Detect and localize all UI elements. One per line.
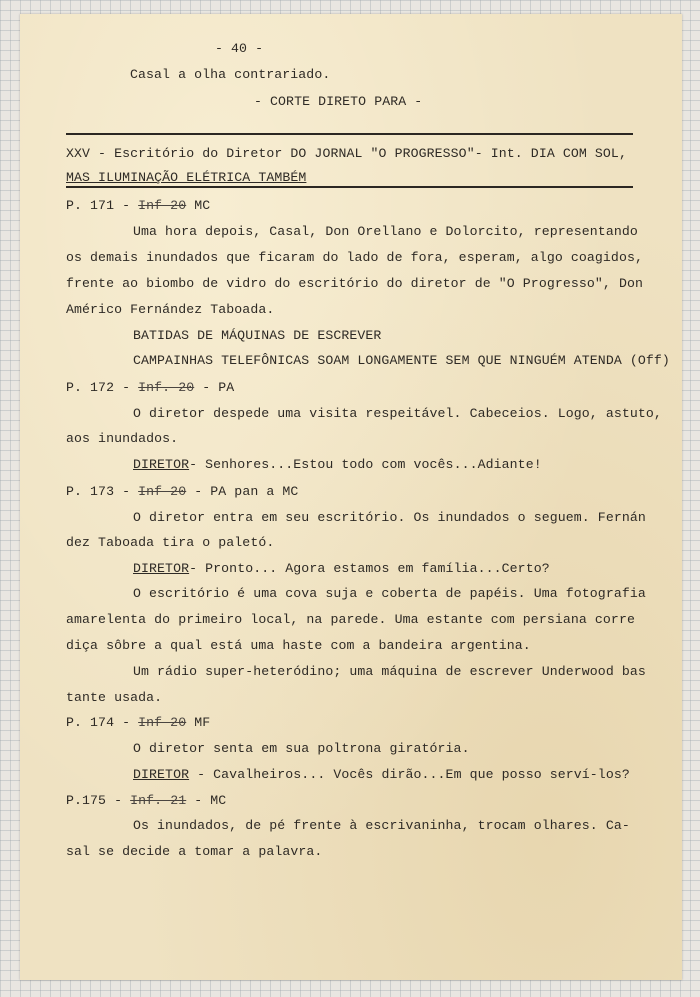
text-line: amarelenta do primeiro local, na parede. Uma estante com persiana corre xyxy=(66,612,635,627)
scene-heading: MAS ILUMINAÇÃO ELÉTRICA TAMBÉM xyxy=(66,170,307,185)
text-line: Os inundados, de pé frente à escrivaninha, trocam olhares. Ca- xyxy=(133,818,630,833)
struck-text: Inf 20 xyxy=(138,198,187,213)
text-line: os demais inundados que ficaram do lado de fora, esperam, algo coagidos, xyxy=(66,250,643,265)
text-line: dez Taboada tira o paletó. xyxy=(66,535,275,550)
speaker: DIRETOR xyxy=(133,457,190,472)
struck-text: Inf 20 xyxy=(138,715,187,730)
sound-cue: CAMPAINHAS TELEFÔNICAS SOAM LONGAMENTE SEM QUE NINGUÉM ATENDA (Off) xyxy=(133,353,670,368)
text-line: tante usada. xyxy=(66,690,163,705)
dialogue-line: DIRETOR - Cavalheiros... Vocês dirão...Em que posso serví-los? xyxy=(133,767,630,782)
speaker: DIRETOR xyxy=(133,561,190,576)
text-line: Américo Fernández Taboada. xyxy=(66,302,275,317)
text-line: Um rádio super-heteródino; uma máquina de escrever Underwood bas xyxy=(133,664,646,679)
text-line: sal se decide a tomar a palavra. xyxy=(66,844,323,859)
text-line: O diretor senta em sua poltrona giratória. xyxy=(133,741,470,756)
sound-cue: BATIDAS DE MÁQUINAS DE ESCREVER xyxy=(133,328,382,343)
text-line: Casal a olha contrariado. xyxy=(130,67,331,82)
transition-line: - CORTE DIRETO PARA - xyxy=(254,94,423,109)
struck-text: Inf. 21 xyxy=(130,793,187,808)
divider-rule xyxy=(66,186,633,188)
dialogue-line: DIRETOR- Pronto... Agora estamos em família...Certo? xyxy=(133,561,550,576)
text-line: O diretor despede uma visita respeitável. Cabeceios. Logo, astuto, xyxy=(133,406,662,421)
text-line: diça sôbre a qual está uma haste com a bandeira argentina. xyxy=(66,638,531,653)
text-line: frente ao biombo de vidro do escritório do diretor de "O Progresso", Don xyxy=(66,276,643,291)
dialogue-line: DIRETOR- Senhores...Estou todo com vocês...Adiante! xyxy=(133,457,542,472)
text-line: O diretor entra em seu escritório. Os inundados o seguem. Fernán xyxy=(133,510,646,525)
struck-text: Inf. 20 xyxy=(138,380,195,395)
shot-line: P. 172 - Inf. 20 - PA xyxy=(66,380,235,395)
divider-rule xyxy=(66,133,633,135)
shot-line: P. 174 - Inf 20 MF xyxy=(66,715,211,730)
shot-line: P. 171 - Inf 20 MC xyxy=(66,198,211,213)
speaker: DIRETOR xyxy=(133,767,190,782)
text-line: O escritório é uma cova suja e coberta de papéis. Uma fotografia xyxy=(133,586,646,601)
struck-text: Inf 20 xyxy=(138,484,187,499)
shot-line: P.175 - Inf. 21 - MC xyxy=(66,793,227,808)
page-number: - 40 - xyxy=(215,41,264,56)
scene-heading: XXV - Escritório do Diretor DO JORNAL "O PROGRESSO"- Int. DIA COM SOL, xyxy=(66,146,627,161)
text-line: aos inundados. xyxy=(66,431,179,446)
text-line: Uma hora depois, Casal, Don Orellano e Dolorcito, representando xyxy=(133,224,638,239)
shot-line: P. 173 - Inf 20 - PA pan a MC xyxy=(66,484,299,499)
